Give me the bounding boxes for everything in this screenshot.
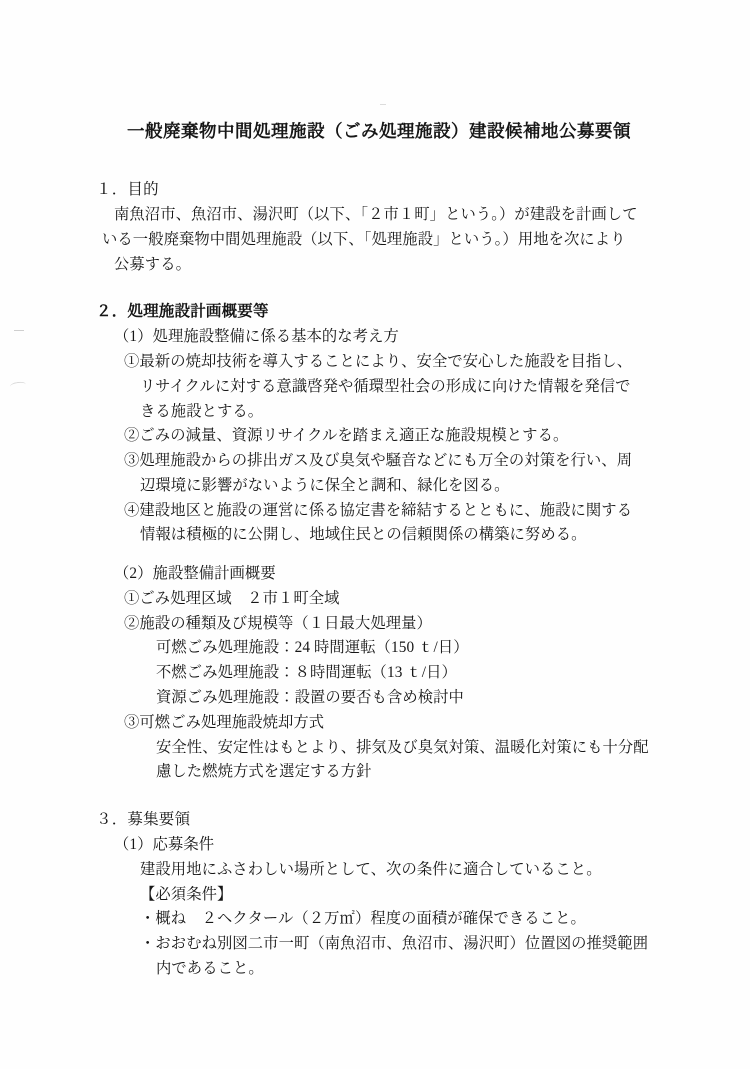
scan-artifact-left-2: [10, 381, 27, 390]
text-line: 辺環境に影響がないように保全と調和、緑化を図る。: [140, 476, 510, 494]
list-item: [124, 612, 662, 637]
section-purpose: [96, 177, 662, 277]
text-line: 慮した燃焼方式を選定する方針: [156, 763, 372, 781]
page-title: 一般廃棄物中間処理施設（ごみ処理施設）建設候補地公募要領: [127, 121, 631, 141]
section-application: [96, 807, 662, 982]
text-line: 【必須条件】: [140, 885, 233, 903]
list-item: [140, 858, 662, 883]
scan-artifact-top: [380, 104, 386, 105]
text-line: きる施設とする。: [140, 402, 264, 420]
text-line: 内であること。: [156, 959, 264, 977]
list-item: [124, 499, 662, 549]
list-item: [156, 661, 662, 686]
list-item: [156, 686, 662, 711]
text-line: 安全性、安定性はもとより、排気及び臭気対策、温暖化対策にも十分配: [156, 738, 649, 756]
text-line: ・おおむね別図二市一町（南魚沼市、魚沼市、湯沢町）位置図の推奨範囲: [140, 935, 649, 953]
list-item: [124, 350, 662, 424]
list-item: [124, 424, 662, 449]
subsection-label: （1）応募条件: [114, 836, 215, 854]
text-line: 不燃ごみ処理施設：８時間運転（13 ｔ/日）: [156, 664, 457, 682]
text-line: 建設用地にふさわしい場所として、次の条件に適合していること。: [140, 860, 602, 878]
text-line: ④建設地区と施設の運営に係る協定書を締結するとともに、施設に関する: [124, 501, 633, 519]
document-content: [96, 118, 662, 982]
text-line: ③処理施設からの排出ガス及び臭気や騒音などにも万全の対策を行い、周: [124, 452, 633, 470]
section-body: [102, 203, 662, 277]
text-line: リサイクルに対する意識啓発や循環型社会の形成に向けた情報を発信で: [140, 377, 631, 395]
text-line: ・概ね ２ヘクタール（２万㎡）程度の面積が確保できること。: [140, 910, 586, 928]
subsection-label: （1）処理施設整備に係る基本的な考え方: [114, 328, 399, 346]
list-item: [140, 932, 662, 982]
scan-artifact-left-1: [14, 330, 24, 331]
text-line: ①最新の焼却技術を導入することにより、安全で安心した施設を目指し、: [124, 353, 633, 371]
list-item: [140, 883, 662, 908]
section-heading: ３．募集要領: [96, 811, 191, 829]
list-item: [156, 736, 662, 786]
subsection-label: （2）施設整備計画概要: [114, 565, 276, 583]
text-line: 資源ごみ処理施設：設置の要否も含め検討中: [156, 689, 464, 707]
text-line: ②ごみの減量、資源リサイクルを踏まえ適正な施設規模とする。: [124, 427, 569, 445]
text-line: ③可燃ごみ処理施設焼却方式: [124, 713, 325, 731]
section-heading: １．目的: [96, 181, 159, 198]
text-line: 公募する。: [114, 255, 191, 273]
list-item: [140, 907, 662, 932]
section-heading: ２．処理施設計画概要等: [96, 303, 269, 321]
text-line: ②施設の種類及び規模等（１日最大処理量）: [124, 614, 432, 632]
list-item: [156, 636, 662, 661]
list-item: [124, 587, 662, 612]
section-facility-outline: [96, 299, 662, 785]
text-line: 可燃ごみ処理施設：24 時間運転（150 ｔ/日）: [156, 639, 469, 657]
text-line: ①ごみ処理区域 ２市１町全域: [124, 589, 340, 607]
list-item: [124, 711, 662, 736]
list-item: [124, 449, 662, 499]
text-line: 情報は積極的に公開し、地域住民との信頼関係の構築に努める。: [140, 526, 587, 544]
text-line: いる一般廃棄物中間処理施設（以下、「処理施設」という。）用地を次により: [102, 230, 626, 248]
text-line: 南魚沼市、魚沼市、湯沢町（以下、「２市１町」という。）が建設を計画して: [114, 206, 638, 223]
